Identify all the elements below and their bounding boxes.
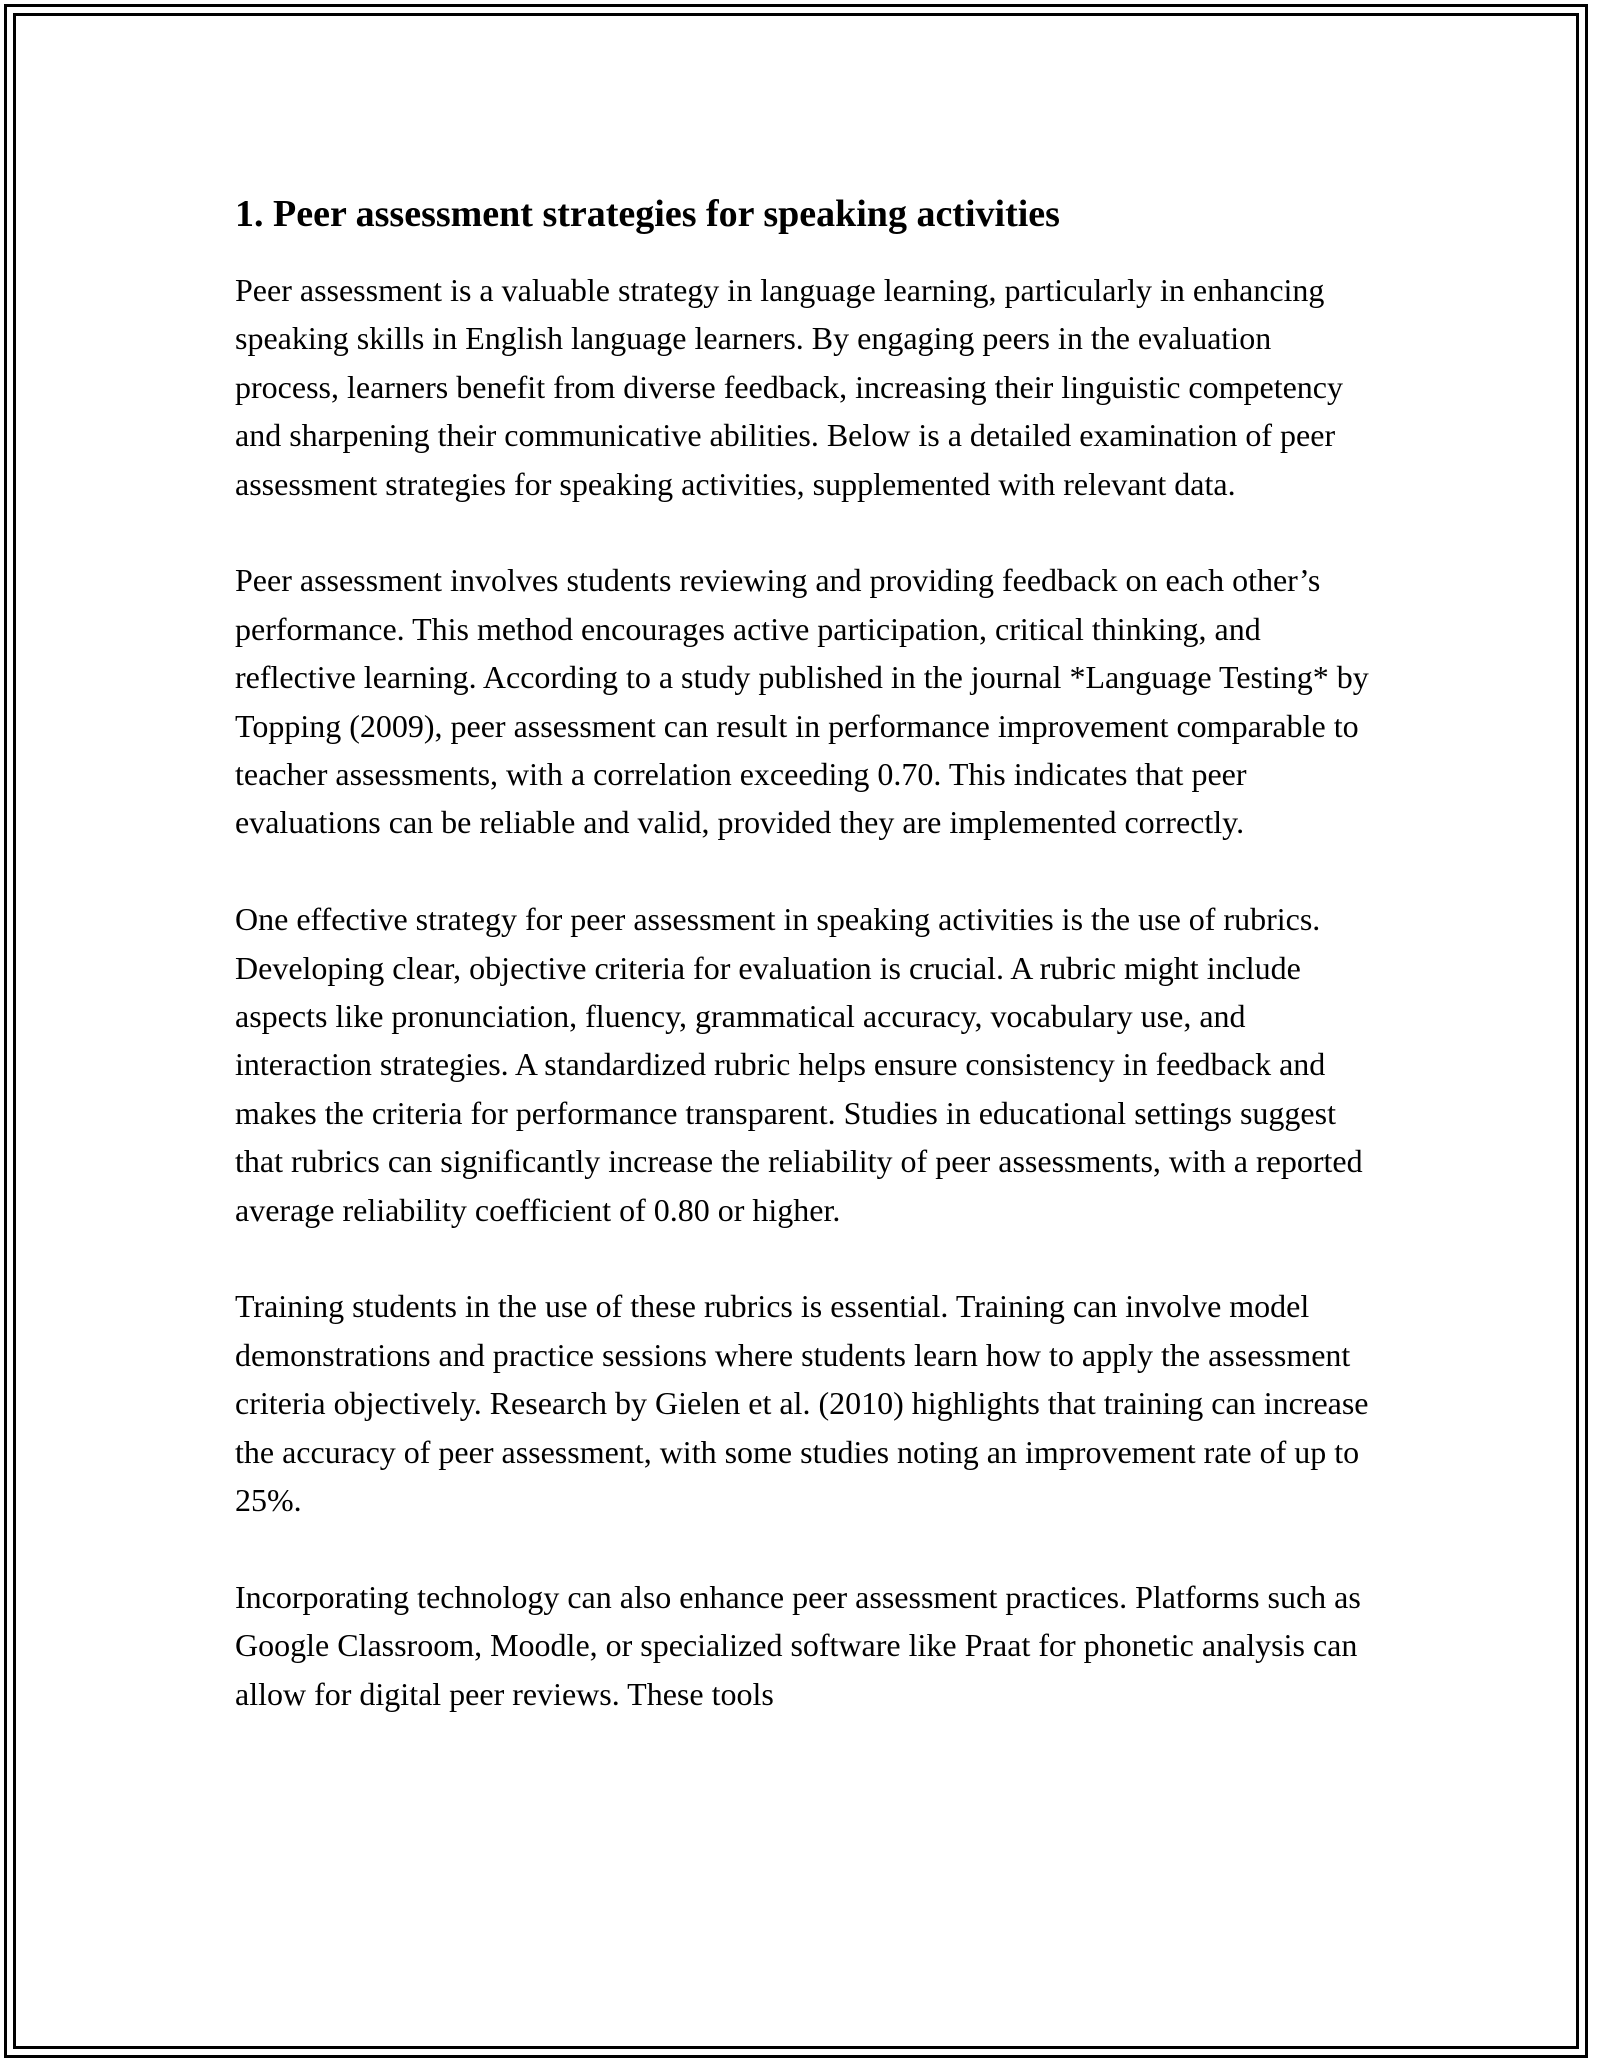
- paragraph-4: Training students in the use of these rubrics is essential. Training can involve model demonstrations and practice sessions where students learn how to apply the assessment criteria objectively. Research by Gielen et al. (2010) highlights that training can increase the accuracy of peer assessment, with some studies noting an improvement rate of up to 25%.: [235, 1288, 1369, 1519]
- paragraph-3: One effective strategy for peer assessment in speaking activities is the use of rubrics. Developing clear, objective criteria for evaluation is crucial. A rubric might include aspects like pronunciation, fluency, grammatical accuracy, vocabulary use, and interaction strategies. A standardized rubric helps ensure consistency in feedback and makes the criteria for performance transparent. Studies in educational settings suggest that rubrics can significantly increase the reliability of peer assessments, with a reported average reliability coefficient of 0.80 or higher.: [235, 901, 1363, 1228]
- paragraph-5: Incorporating technology can also enhance peer assessment practices. Platforms such as Google Classroom, Moodle, or specialized software like Praat for phonetic analysis can allow for digital peer reviews. These tools: [235, 1578, 1361, 1712]
- section-heading: 1. Peer assessment strategies for speaking activities: [235, 193, 1060, 235]
- paragraph-1: Peer assessment is a valuable strategy in language learning, particularly in enhancing speaking skills in English language learners. By engaging peers in the evaluation process, learners benefit from diverse feedback, increasing their linguistic competency and sharpening their communicative abilities. Below is a detailed examination of peer assessment strategies for speaking activities, supplemented with relevant data.: [235, 272, 1343, 502]
- document-body: [235, 186, 1375, 1767]
- paragraph-2: Peer assessment involves students reviewing and providing feedback on each other’s performance. This method encourages active participation, critical thinking, and reflective learning. According to a study published in the journal *Language Testing* by Topping (2009), peer assessment can result in performance improvement comparable to teacher assessments, with a correlation exceeding 0.70. This indicates that peer evaluations can be reliable and valid, provided they are implemented correctly.: [235, 562, 1369, 841]
